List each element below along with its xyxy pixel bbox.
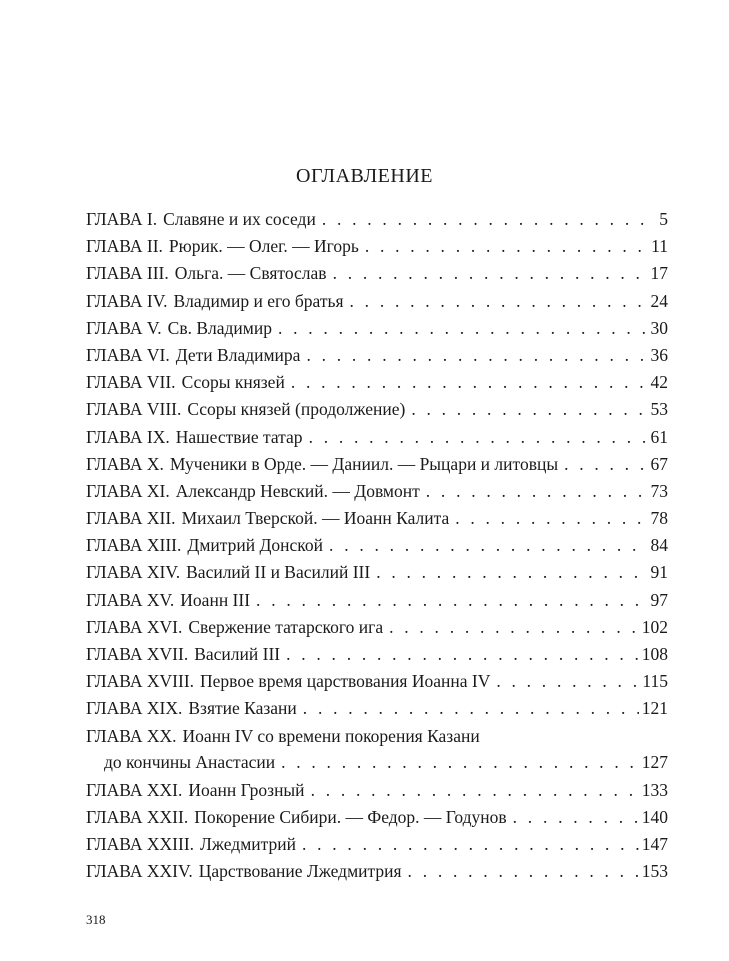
chapter-title: Иоанн III <box>180 589 251 610</box>
chapter-title: Иоанн IV со времени покорения Казани <box>182 725 480 746</box>
chapter-title: Св. Владимир <box>167 317 272 338</box>
dot-leader <box>281 752 639 773</box>
chapter-label: ГЛАВА XXII. <box>86 806 189 827</box>
chapter-title: Михаил Тверской. — Иоанн Калита <box>181 508 450 529</box>
dot-leader <box>286 644 639 665</box>
chapter-label: ГЛАВА XII. <box>86 508 176 529</box>
chapter-label: ГЛАВА XXIV. <box>86 861 193 882</box>
chapter-label: ГЛАВА XV. <box>86 589 175 610</box>
dot-leader <box>564 454 647 475</box>
toc-entry <box>86 427 668 454</box>
toc-entry <box>86 399 668 426</box>
chapter-title: Ольга. — Святослав <box>174 263 327 284</box>
page-ref: 91 <box>650 562 668 583</box>
chapter-label: ГЛАВА II. <box>86 236 163 257</box>
dot-leader <box>408 861 639 882</box>
chapter-title: Покорение Сибири. — Федор. — Годунов <box>194 806 507 827</box>
chapter-title: Лжедмитрий <box>200 833 296 854</box>
page-ref: 17 <box>650 263 668 284</box>
chapter-label: ГЛАВА XIV. <box>86 562 181 583</box>
chapter-label: ГЛАВА X. <box>86 453 164 474</box>
toc-entry <box>86 508 668 535</box>
chapter-label: ГЛАВА XIII. <box>86 535 182 556</box>
toc-entry <box>86 263 668 290</box>
page-ref: 115 <box>642 671 668 692</box>
dot-leader <box>455 508 647 529</box>
chapter-label: ГЛАВА XVIII. <box>86 671 195 692</box>
toc-entry <box>86 780 668 807</box>
chapter-title: Дмитрий Донской <box>187 535 324 556</box>
chapter-label: ГЛАВА I. <box>86 209 158 229</box>
toc-entry <box>86 454 668 481</box>
page-ref: 140 <box>641 806 668 827</box>
toc-entry <box>86 562 668 589</box>
dot-leader <box>333 263 648 284</box>
toc-entry <box>86 236 668 263</box>
chapter-title: Славяне и их соседи <box>163 209 316 229</box>
page-ref: 121 <box>641 698 668 719</box>
chapter-title: Нашествие татар <box>175 426 303 447</box>
chapter-title: Василий II и Василий III <box>186 562 371 583</box>
chapter-label: ГЛАВА IX. <box>86 426 170 447</box>
chapter-label: ГЛАВА XXIII. <box>86 833 195 854</box>
toc-entry <box>86 671 668 698</box>
dot-leader <box>411 399 647 420</box>
chapter-title: Дети Владимира <box>175 344 301 365</box>
toc-entry <box>86 834 668 861</box>
dot-leader <box>376 562 647 583</box>
page-ref: 42 <box>650 372 668 393</box>
chapter-title: Василий III <box>194 644 281 664</box>
chapter-label: ГЛАВА VI. <box>86 344 170 365</box>
toc-entry <box>86 345 668 372</box>
chapter-label: ГЛАВА XX. <box>86 725 177 746</box>
dot-leader <box>291 372 648 393</box>
toc-entry <box>86 372 668 399</box>
dot-leader <box>311 780 639 801</box>
dot-leader <box>426 481 648 502</box>
page-title: ОГЛАВЛЕНИЕ <box>296 165 433 187</box>
toc-entry <box>86 726 668 753</box>
page-number: 318 <box>86 912 106 927</box>
page-ref: 5 <box>659 209 668 229</box>
page-ref: 73 <box>650 480 668 501</box>
page-ref: 24 <box>650 290 668 311</box>
chapter-title: Мученики в Орде. — Даниил. — Рыцари и литовцы <box>169 453 559 474</box>
dot-leader <box>329 535 647 556</box>
page-ref: 108 <box>641 644 668 664</box>
page-ref: 102 <box>641 616 668 637</box>
page-ref: 84 <box>650 535 668 556</box>
page-ref: 67 <box>650 453 668 474</box>
chapter-label: ГЛАВА XI. <box>86 480 170 501</box>
page-ref: 53 <box>650 399 668 420</box>
page-ref: 147 <box>641 833 668 854</box>
chapter-label: ГЛАВА XXI. <box>86 779 183 800</box>
dot-leader <box>365 236 648 257</box>
chapter-title: Рюрик. — Олег. — Игорь <box>168 236 359 257</box>
dot-leader <box>306 345 647 366</box>
toc-entry <box>86 318 668 345</box>
dot-leader <box>309 427 648 448</box>
toc-entry-continuation <box>86 752 668 779</box>
page-ref: 11 <box>651 236 668 257</box>
toc-entry <box>86 291 668 318</box>
dot-leader <box>302 834 639 855</box>
page-ref: 153 <box>641 861 668 882</box>
toc-entry <box>86 807 668 834</box>
page-ref: 97 <box>650 589 668 610</box>
toc-entry <box>86 481 668 508</box>
page-ref: 78 <box>650 508 668 529</box>
toc-entry <box>86 209 668 236</box>
dot-leader <box>389 617 639 638</box>
dot-leader <box>303 698 639 719</box>
page-ref: 36 <box>650 344 668 365</box>
chapter-label: ГЛАВА XVII. <box>86 644 189 664</box>
toc-entry <box>86 861 668 888</box>
page-ref: 30 <box>650 317 668 338</box>
toc-entry <box>86 535 668 562</box>
chapter-label: ГЛАВА XIX. <box>86 698 183 719</box>
chapter-title: Первое время царствования Иоанна IV <box>200 671 491 692</box>
chapter-title: Царствование Лжедмитрия <box>198 861 402 882</box>
chapter-label: ГЛАВА IV. <box>86 290 168 311</box>
chapter-title: Иоанн Грозный <box>188 779 305 800</box>
dot-leader <box>513 807 639 828</box>
toc-entry <box>86 590 668 617</box>
chapter-title: Владимир и его братья <box>173 290 344 311</box>
chapter-label: ГЛАВА VII. <box>86 372 176 393</box>
page-ref: 133 <box>641 779 668 800</box>
chapter-title: Взятие Казани <box>188 698 297 719</box>
chapter-label: ГЛАВА VIII. <box>86 399 182 420</box>
dot-leader <box>496 671 639 692</box>
chapter-label: ГЛАВА XVI. <box>86 616 183 637</box>
chapter-title: Свержение татарского ига <box>188 616 384 637</box>
dot-leader <box>322 209 656 230</box>
page-ref: 127 <box>641 752 668 773</box>
toc-entry <box>86 617 668 644</box>
chapter-title: Ссоры князей (продолжение) <box>187 399 406 420</box>
dot-leader <box>350 291 648 312</box>
chapter-title-continuation: до кончины Анастасии <box>104 752 276 773</box>
chapter-title: Александр Невский. — Довмонт <box>175 480 420 501</box>
chapter-label: ГЛАВА V. <box>86 317 162 338</box>
page-ref: 61 <box>650 426 668 447</box>
table-of-contents <box>86 209 668 888</box>
toc-entry <box>86 698 668 725</box>
chapter-label: ГЛАВА III. <box>86 263 169 284</box>
toc-entry <box>86 644 668 671</box>
dot-leader <box>256 590 647 611</box>
chapter-title: Ссоры князей <box>181 372 285 393</box>
dot-leader <box>278 318 648 339</box>
